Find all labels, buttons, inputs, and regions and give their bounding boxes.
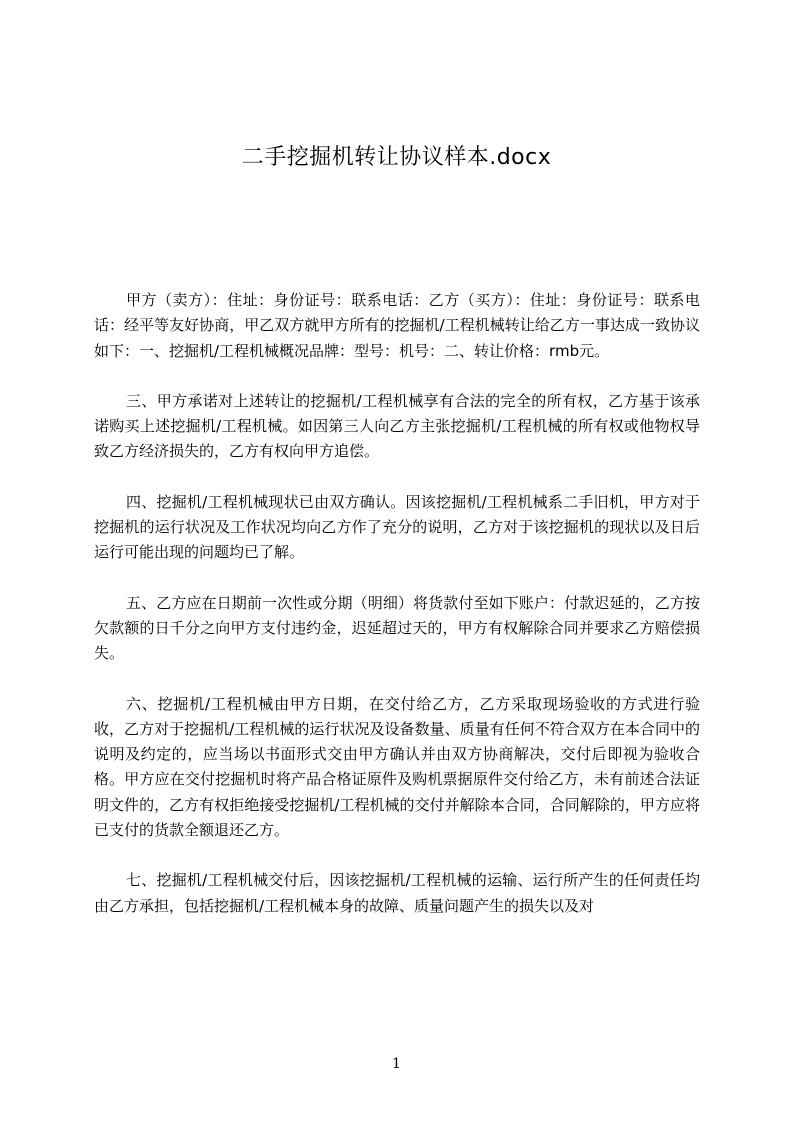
page-number: 1: [392, 1056, 401, 1072]
document-title: 二手挖掘机转让协议样本.docx: [241, 145, 552, 170]
document-body: [94, 288, 700, 944]
paragraph-clause-3: 三、甲方承诺对上述转让的挖掘机/工程机械享有合法的完全的所有权，乙方基于该承诺购买上述挖掘机/工程机械。如因第三人向乙方主张挖掘机/工程机械的所有权或他物权导致乙方经济损失的，乙方有权向甲方追偿。: [94, 391, 700, 461]
paragraph-clause-6: 六、挖掘机/工程机械由甲方日期，在交付给乙方，乙方采取现场验收的方式进行验收，乙方对于挖掘机/工程机械的运行状况及设备数量、质量有任何不符合双方在本合同中的说明及约定的，应当场以书面形式交由甲方确认并由双方协商解决，交付后即视为验收合格。甲方应在交付挖掘机时将产品合格证原件及购机票据原件交付给乙方，未有前述合法证明文件的，乙方有权拒绝接受挖掘机/工程机械的交付并解除本合同，合同解除的，甲方应将已支付的货款全额退还乙方。: [94, 694, 700, 840]
paragraph-clause-4: 四、挖掘机/工程机械现状已由双方确认。因该挖掘机/工程机械系二手旧机，甲方对于挖掘机的运行状况及工作状况均向乙方作了充分的说明，乙方对于该挖掘机的现状以及日后运行可能出现的问题均已了解。: [94, 492, 700, 562]
paragraph-parties: 甲方（卖方）：住址：身份证号：联系电话：乙方（买方）：住址：身份证号：联系电话：经平等友好协商，甲乙双方就甲方所有的挖掘机/工程机械转让给乙方一事达成一致协议如下：一、挖掘机/工程机械概况品牌：型号：机号：二、转让价格：rmb元。: [94, 291, 700, 360]
paragraph-clause-5: 五、乙方应在日期前一次性或分期（明细）将货款付至如下账户：付款迟延的，乙方按欠款额的日千分之向甲方支付违约金，迟延超过天的，甲方有权解除合同并要求乙方赔偿损失。: [94, 593, 700, 663]
paragraph-clause-7: 七、挖掘机/工程机械交付后，因该挖掘机/工程机械的运输、运行所产生的任何责任均由乙方承担，包括挖掘机/工程机械本身的故障、质量问题产生的损失以及对: [94, 871, 700, 915]
